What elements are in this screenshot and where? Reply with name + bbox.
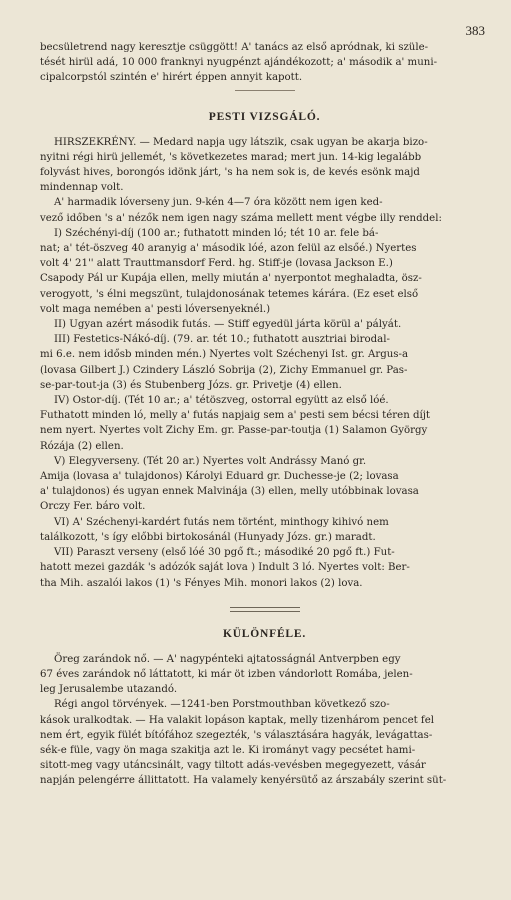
separator-line xyxy=(235,90,295,91)
paragraph-zarandok: Öreg zarándok nő. — A' nagypénteki ajtatosságnál Antverpben egy 67 éves zarándok nő láttatott, ki már öt izben vándorlott Romába, jelen- leg Jerusalembe utazandó. xyxy=(40,653,413,696)
paragraph-loverseny-intro: A' harmadik lóverseny jun. 9-kén 4—7 óra között nem igen ked- vező időben 's a' nézők nem igen nagy száma mellett ment végbe illy renddel: xyxy=(40,197,442,224)
paragraph-race-7: VII) Paraszt verseny (első lóé 30 pgő ft.; másodiké 20 pgő ft.) Fut- hatott mezei gazdák 's adózók saját lova ) Indult 3 ló. Nyertes volt: Ber- tha Mih. aszalói lakos (1) 's Fényes Mih. monori lakos (2) lova. xyxy=(40,547,410,589)
double-rule-divider xyxy=(230,607,300,612)
paragraph-hirszekreny: HIRSZEKRÉNY. — Medard napja ugy látszik, csak ugyan be akarja bizo- nyitni régi hirü jellemét, 's következetes marad; mert jun. 14-kig legalább folyvást hives, borongós idönk járt, 's ha nem sok is, de kevés esönk majd mindennap volt. xyxy=(40,136,428,194)
paragraph-race-6: VI) A' Széchenyi-kardért futás nem történt, minthogy kihivó nem találkozott, 's így előbbi birtokosánál (Hunyady Józs. gr.) maradt. xyxy=(40,516,389,543)
paragraph-race-4: IV) Ostor-díj. (Tét 10 ar.; a' tétöszveg, ostorral együtt az első lóé. Futhatott minden ló, melly a' futás napjaig sem a' pesti sem bécsi téren díjt nem nyert. Nyertes volt Zichy Em. gr. Passe-par-toutja (1) Salamon György Rózája (2) ellen. xyxy=(40,395,431,452)
page-number: 383 xyxy=(465,23,485,38)
paragraph-race-5: V) Elegyverseny. (Tét 20 ar.) Nyertes volt Andrássy Manó gr. Amija (lovasa a' tulajdonos) Károlyi Eduard gr. Duchesse-je (2; lovasa a' tulajdonos) és ugyan ennek Malvinája (3) ellen, melly utóbbinak lovasa Orczy Fer. báro volt. xyxy=(40,455,419,513)
opening-paragraph: becsületrend nagy keresztje csüggött! A' tanács az első apródnak, ki szüle- tését hirül adá, 10 000 franknyi nyugpénzt ajándékozott; a' második a' muni- cipalcorpstól szintén e' hirért éppen annyit kapott. xyxy=(40,42,438,84)
paragraph-race-1: I) Széchényi-díj (100 ar.; futhatott minden ló; tét 10 ar. fele bá- nat; a' tét-öszveg 40 aranyig a' második lóé, azon felül az elsőé.) Nyertes volt 4' 21'' alatt Trauttmansdorf Ferd. hg. Stiff-je (lovasa Jackson E.) Csapody Pál ur Kupája ellen, melly miután a' nyerpontot meghaladta, ösz- verogyott, 's élni megszünt, tulajdonosának tetemes kárára. (Ez eset első volt maga nemében a' pesti lóversenyeknél.) xyxy=(40,227,422,315)
paragraph-race-3: III) Festetics-Nákó-díj. (79. ar. tét 10.; futhatott ausztriai birodal- mi 6.e. nem idősb minden mén.) Nyertes volt Széchenyi Ist. gr. Argus-a (lovasa Gilbert J.) Czindery László Sobrija (2), Zichy Emmanuel gr. Pas- se-par-tout-ja (3) és Stubenberg Józs. gr. Privetje (4) ellen. xyxy=(40,334,409,391)
paragraph-angol-torvenyek: Régi angol törvények. —1241-ben Porstmouthban következő szo- kások uralkodtak. — Ha valakit lopáson kaptak, melly tizenhárom pencet fel nem ért, egyik fülét bítófához szegezték, 's választására hagyák, levágattas- sék-e füle, vagy ön maga szakitja azt le. Ki irományt vagy pecsétet hami- sitott-meg vagy utáncsinált, vagy tiltott adás-vevésben megegyezett, vásár napján pelengérre állittatott. Ha valamely kenyérsütő az árszabály szerint süt- xyxy=(40,699,447,787)
section-heading-kulonfele: KÜLÖNFÉLE. xyxy=(222,627,307,640)
section-heading-pesti-vizsgalo: PESTI VIZSGÁLÓ. xyxy=(208,110,321,123)
paragraph-race-2: II) Ugyan azért második futás. — Stiff egyedül járta körül a' pályát. xyxy=(54,319,402,331)
